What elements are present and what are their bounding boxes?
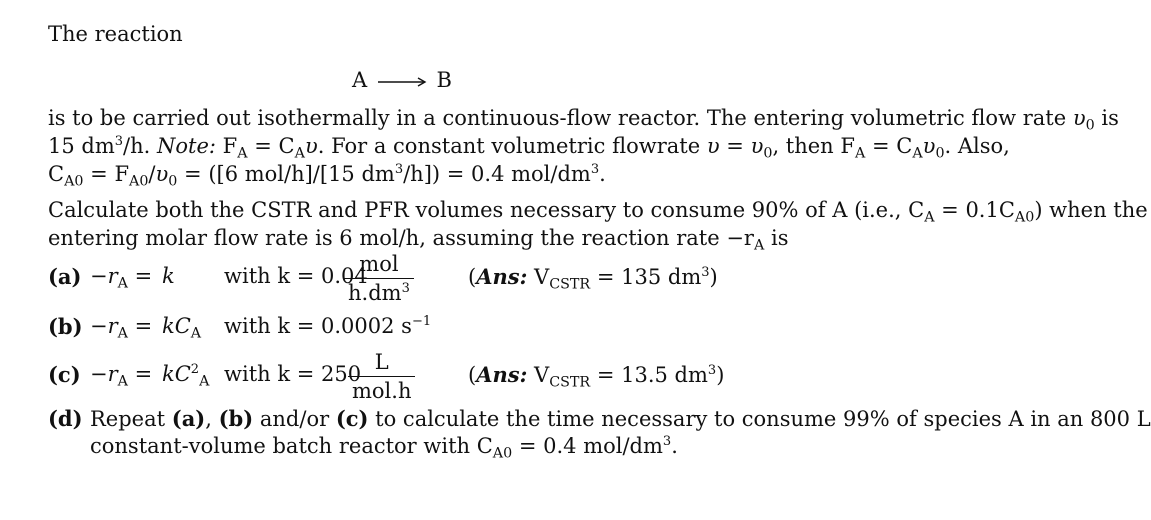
calc-line2: entering molar flow rate is 6 mol/h, assuming the reaction rate $-r_A$ is <box>48 226 789 254</box>
para1-line2: 15 $dm^3/h$. Note: $F_A = C_A\upsilon$. For a constant volumetric flowrate $\upsilon = \upsilon_0$, then $F_A = C_A\upsilon_0$. Also, <box>48 134 1010 162</box>
rate-expr: $-r_A$ = <box>90 314 153 342</box>
rate-law: $kC_A$ <box>162 314 202 342</box>
reaction-equation <box>352 68 452 92</box>
k-value: with k = 250 <box>224 362 362 386</box>
units-fraction: L mol.h <box>348 348 415 405</box>
intro-text: The reaction <box>48 22 183 46</box>
k-value: with k = 0.04 <box>224 264 368 288</box>
answer: (Ans: $V_{CSTR} = 135$ $dm^3$) <box>468 264 718 293</box>
units-fraction: mol $h.dm^3$ <box>344 250 414 307</box>
part-label: (a) <box>48 264 82 289</box>
part-label: (c) <box>48 362 81 387</box>
k-value: with k = 0.0002 $s^{-1}$ <box>224 314 432 338</box>
part-label: (b) <box>48 314 83 339</box>
part-d-line2: constant-volume batch reactor with $C_{A0} = 0.4$ mol/$dm^3$. <box>90 434 678 462</box>
answer: (Ans: $V_{CSTR} = 13.5$ $dm^3$) <box>468 362 725 391</box>
reaction-arrow-icon <box>374 76 430 88</box>
part-d-line1: Repeat (a), (b) and/or (c) to calculate the time necessary to consume 99% of species A in an 800 L <box>90 406 1151 431</box>
calc-line1: Calculate both the CSTR and PFR volumes necessary to consume 90% of A (i.e., $C_A = 0.1C_{A0}$) when the <box>48 198 1148 226</box>
rate-expr: $-r_A$ = <box>90 264 153 292</box>
part-label: (d) <box>48 406 83 431</box>
rate-law: $kC^2_A$ <box>162 362 210 390</box>
rate-expr: $-r_A$ = <box>90 362 153 390</box>
rate-law: k <box>162 264 175 288</box>
para1-line1: is to be carried out isothermally in a continuous-flow reactor. The entering volumetric flow rate $\upsilon_0$ is <box>48 106 1119 134</box>
reactant: A <box>352 68 368 92</box>
product: B <box>436 68 452 92</box>
para1-line3: $C_{A0} = F_{A0}/\upsilon_0 = ([6$ mol/h]/[15 $dm^3/h]) = 0.4$ mol/$dm^3$. <box>48 162 606 190</box>
